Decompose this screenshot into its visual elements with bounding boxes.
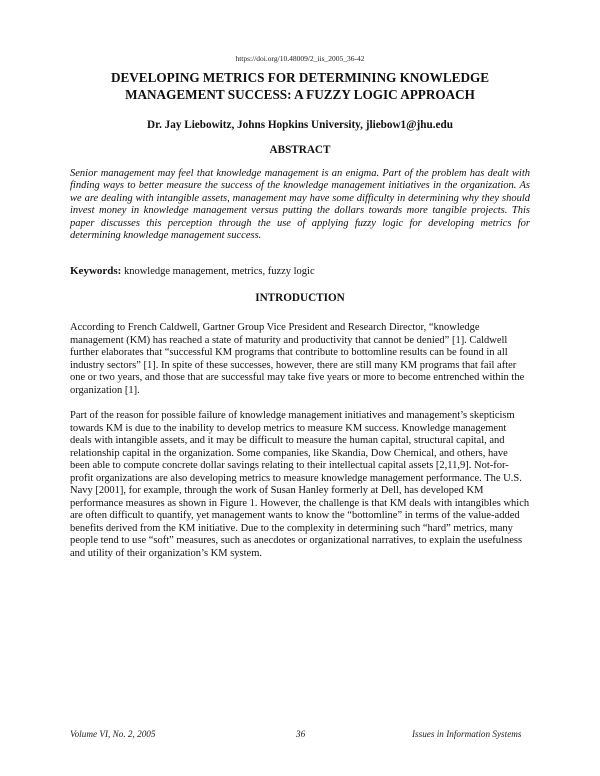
paper-title: DEVELOPING METRICS FOR DETERMINING KNOWLEDGE MANAGEMENT SUCCESS: A FUZZY LOGIC APPROACH	[110, 70, 490, 102]
abstract-heading: ABSTRACT	[269, 144, 331, 156]
doi-link[interactable]: https://doi.org/10.48009/2_iis_2005_36-42	[235, 54, 365, 63]
keywords-line	[70, 265, 530, 277]
keywords-text: knowledge management, metrics, fuzzy logic	[121, 266, 315, 277]
keywords-label: Keywords:	[70, 265, 122, 277]
intro-paragraph-2: Part of the reason for possible failure of knowledge management initiatives and management’s skepticism towards KM is due to the inability to develop metrics to measure KM success. Knowledge management deals with intangible assets, and it may be difficult to measure the human capital, structural capital, and relationship capital in the organization. Some companies, like Skandia, Dow Chemical, and others, have been able to compute concrete dollar savings relating to their intellectual capital assets [2,11,9]. Not-for-profit organizations are also developing metrics to measure knowledge management performance. The U.S. Navy [2001], for example, through the work of Susan Hanley formerly at Dell, has developed KM performance measures as shown in Figure 1. However, the challenge is that KM deals with intangibles which are often difficult to quantify, yet management wants to know the “bottomline” in terms of the value-added benefits derived from the KM initiative. Due to the complexity in determining such “hard” metrics, many people tend to use “soft” measures, such as anecdotes or organizational narratives, to explain the usefulness and utility of their organization’s KM system.	[70, 410, 530, 559]
footer-page-number: 36	[296, 729, 306, 739]
abstract-text: Senior management may feel that knowledge management is an enigma. Part of the problem has dealt with finding ways to better measure the success of the knowledge management initiatives in the organization. As we are dealing with intangible assets, management may have some difficulty in determining why they should invest money in knowledge management versus putting the dollars towards more tangible projects. This paper discusses this perception through the use of applying fuzzy logic for developing metrics for determining knowledge management success.	[70, 168, 530, 242]
author-line: Dr. Jay Liebowitz, Johns Hopkins University, jliebow1@jhu.edu	[147, 119, 453, 131]
footer-journal: Issues in Information Systems	[412, 729, 522, 739]
intro-paragraph-1: According to French Caldwell, Gartner Group Vice President and Research Director, “knowledge management (KM) has reached a state of maturity and productivity that cannot be denied” [1]. Caldwell further elaborates that “successful KM programs that contribute to bottomline results can be found in all industry sectors” [1]. In spite of these successes, however, there are still many KM programs that fail after one or two years, and those that are successful may take five years or more to become entrenched within the organization [1].	[70, 322, 525, 396]
footer-volume: Volume VI, No. 2, 2005	[70, 729, 156, 739]
introduction-heading: INTRODUCTION	[255, 292, 345, 304]
